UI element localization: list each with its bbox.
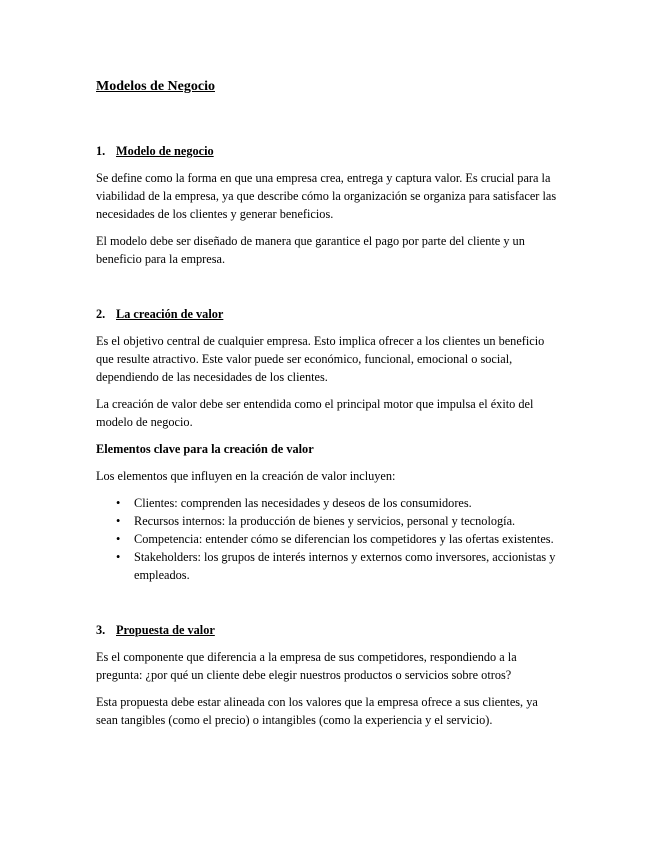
section-heading <box>96 142 561 160</box>
paragraph: Es el componente que diferencia a la empresa de sus competidores, respondiendo a la pregunta: ¿por qué un cliente debe elegir nuestros productos o servicios sobre otros? <box>96 650 517 682</box>
list-item-text: Clientes: comprenden las necesidades y deseos de los consumidores. <box>134 496 472 510</box>
subheading: Elementos clave para la creación de valor <box>96 442 314 456</box>
section-heading <box>96 305 561 323</box>
document-page <box>96 78 561 738</box>
paragraph: La creación de valor debe ser entendida como el principal motor que impulsa el éxito del modelo de negocio. <box>96 397 534 429</box>
list-item <box>96 494 561 512</box>
list-item <box>96 512 561 530</box>
section-heading-text: Modelo de negocio <box>116 144 214 158</box>
bullet-icon: • <box>116 532 121 546</box>
section-propuesta-de-valor <box>96 621 561 729</box>
paragraph: El modelo debe ser diseñado de manera que garantice el pago por parte del cliente y un beneficio para la empresa. <box>96 234 525 266</box>
bullet-list <box>96 494 561 584</box>
list-item-text: Competencia: entender cómo se diferencian los competidores y las ofertas existentes. <box>134 532 554 546</box>
section-number: 3. <box>96 623 106 637</box>
list-item <box>96 548 561 584</box>
list-intro: Los elementos que influyen en la creación de valor incluyen: <box>96 469 396 483</box>
paragraph: Esta propuesta debe estar alineada con los valores que la empresa ofrece a sus clientes, ya sean tangibles (como el precio) o intangibles (como la experiencia y el servicio). <box>96 695 538 727</box>
paragraph: Es el objetivo central de cualquier empresa. Esto implica ofrecer a los clientes un beneficio que resulte atractivo. Este valor puede ser económico, funcional, emocional o social, dependiendo de las necesidades de los clientes. <box>96 334 545 384</box>
document-title: Modelos de Negocio <box>96 79 215 94</box>
section-number: 1. <box>96 144 106 158</box>
list-item <box>96 530 561 548</box>
list-item-text: Stakeholders: los grupos de interés internos y externos como inversores, accionistas y empleados. <box>134 550 556 582</box>
section-number: 2. <box>96 307 106 321</box>
paragraph: Se define como la forma en que una empresa crea, entrega y captura valor. Es crucial para la viabilidad de la empresa, ya que describe cómo la organización se organiza para satisfacer las necesidades de los clientes y generar beneficios. <box>96 171 557 221</box>
section-heading <box>96 621 561 639</box>
section-heading-text: Propuesta de valor <box>116 623 215 637</box>
bullet-icon: • <box>116 550 121 564</box>
list-item-text: Recursos internos: la producción de bienes y servicios, personal y tecnología. <box>134 514 516 528</box>
bullet-icon: • <box>116 514 121 528</box>
section-heading-text: La creación de valor <box>116 307 224 321</box>
section-modelo-de-negocio <box>96 142 561 268</box>
bullet-icon: • <box>116 496 121 510</box>
section-creacion-de-valor <box>96 305 561 584</box>
